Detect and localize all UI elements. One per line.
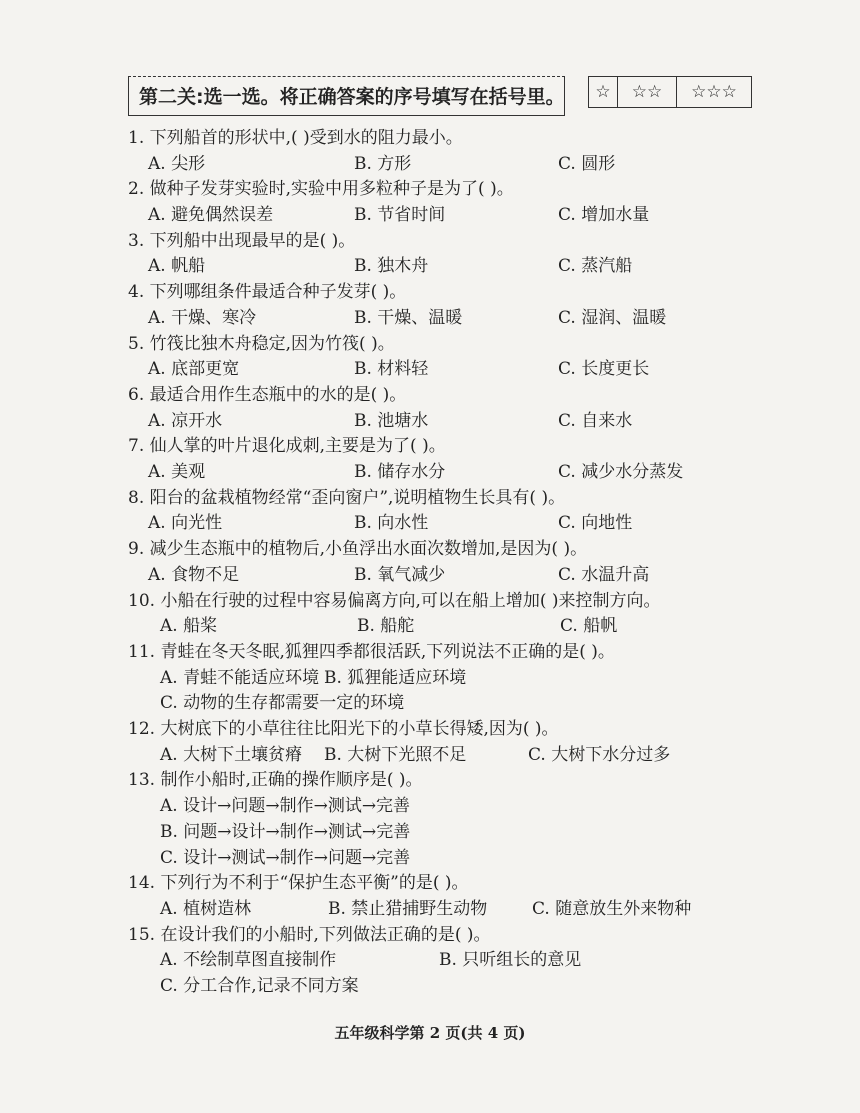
question-4: 4. 下列哪组条件最适合种子发芽( )。 <box>128 282 407 303</box>
option-b: B. 池塘水 <box>354 410 429 431</box>
question-7: 7. 仙人掌的叶片退化成刺,主要是为了( )。 <box>128 436 446 457</box>
option-c: C. 圆形 <box>558 153 616 174</box>
option-b: B. 氧气减少 <box>354 564 446 585</box>
option-a: A. 避免偶然误差 <box>148 205 274 226</box>
options-2 <box>128 203 748 229</box>
option-a: A. 帆船 <box>148 256 206 277</box>
one-star-cell: ☆ <box>589 77 618 107</box>
option-b: B. 狐狸能适应环境 <box>324 667 467 688</box>
options-7 <box>128 460 748 486</box>
option-a: A. 植树造林 <box>160 898 252 919</box>
question-12: 12. 大树底下的小草往往比阳光下的小草长得矮,因为( )。 <box>128 719 559 739</box>
option-b: B. 问题→设计→制作→测试→完善 <box>160 821 411 842</box>
options-8 <box>128 511 748 537</box>
option-a: A. 不绘制草图直接制作 <box>160 950 337 971</box>
page-footer: 五年级科学第 2 页(共 4 页) <box>334 1024 526 1042</box>
section-title: 第二关:选一选。将正确答案的序号填写在括号里。 <box>128 76 565 116</box>
option-a: A. 尖形 <box>148 153 206 174</box>
option-c: C. 减少水分蒸发 <box>558 462 684 483</box>
option-c: C. 增加水量 <box>558 205 650 226</box>
option-a: A. 干燥、寒冷 <box>148 307 257 328</box>
options-6 <box>128 409 748 435</box>
option-a: A. 青蛙不能适应环境 <box>160 667 320 688</box>
option-a: A. 大树下土壤贫瘠 <box>160 744 303 765</box>
option-a: A. 向光性 <box>148 513 223 534</box>
option-b: B. 禁止猎捕野生动物 <box>328 898 488 919</box>
options-4 <box>128 306 748 332</box>
option-b: B. 大树下光照不足 <box>324 744 467 765</box>
option-a: A. 凉开水 <box>148 410 223 431</box>
options-1 <box>128 152 748 178</box>
three-star-cell: ☆☆☆ <box>691 82 737 102</box>
question-3: 3. 下列船中出现最早的是( )。 <box>128 230 356 251</box>
option-b: B. 只听组长的意见 <box>439 950 582 971</box>
option-c: C. 水温升高 <box>558 564 650 585</box>
option-a: A. 底部更宽 <box>148 359 240 380</box>
options-15 <box>128 948 748 974</box>
options-12 <box>128 743 748 769</box>
option-a: A. 船桨 <box>160 616 218 637</box>
option-b: B. 独木舟 <box>354 256 429 277</box>
option-a: A. 美观 <box>148 462 206 483</box>
question-1: 1. 下列船首的形状中,( )受到水的阻力最小。 <box>128 128 463 148</box>
option-c: C. 设计→测试→制作→问题→完善 <box>160 847 411 868</box>
question-2: 2. 做种子发芽实验时,实验中用多粒种子是为了( )。 <box>128 179 514 200</box>
question-14: 14. 下列行为不利于“保护生态平衡”的是( )。 <box>128 873 469 894</box>
option-b: B. 节省时间 <box>354 205 446 226</box>
options-5 <box>128 357 748 383</box>
question-8: 8. 阳台的盆栽植物经常“歪向窗户”,说明植物生长具有( )。 <box>128 487 566 508</box>
question-list <box>128 126 748 1000</box>
star-rating-box <box>588 76 752 108</box>
option-b: B. 船舵 <box>357 616 415 637</box>
two-star-cell: ☆☆ <box>618 77 677 107</box>
question-6: 6. 最适合用作生态瓶中的水的是( )。 <box>128 384 407 405</box>
options-10 <box>128 614 748 640</box>
options-9 <box>128 563 748 589</box>
options-11 <box>128 666 748 692</box>
section-header <box>128 76 752 116</box>
question-11: 11. 青蛙在冬天冬眠,狐狸四季都很活跃,下列说法不正确的是( )。 <box>128 641 615 662</box>
option-c: C. 蒸汽船 <box>558 256 633 277</box>
option-c: C. 船帆 <box>560 616 618 637</box>
option-c: C. 自来水 <box>558 410 633 431</box>
option-a: A. 食物不足 <box>148 564 240 585</box>
options-14 <box>128 897 748 923</box>
option-c: C. 动物的生存都需要一定的环境 <box>160 693 405 714</box>
option-c: C. 湿润、温暖 <box>558 307 667 328</box>
option-c: C. 分工合作,记录不同方案 <box>160 975 359 996</box>
option-c: C. 长度更长 <box>558 359 650 380</box>
option-b: B. 材料轻 <box>354 359 429 380</box>
option-b: B. 向水性 <box>354 513 429 534</box>
question-15: 15. 在设计我们的小船时,下列做法正确的是( )。 <box>128 924 491 945</box>
option-a: A. 设计→问题→制作→测试→完善 <box>160 796 411 817</box>
option-c: C. 向地性 <box>558 513 633 534</box>
question-13: 13. 制作小船时,正确的操作顺序是( )。 <box>128 770 423 791</box>
option-b: B. 储存水分 <box>354 462 446 483</box>
question-10: 10. 小船在行驶的过程中容易偏离方向,可以在船上增加( )来控制方向。 <box>128 590 661 611</box>
option-c: C. 随意放生外来物种 <box>532 898 692 919</box>
option-c: C. 大树下水分过多 <box>528 744 671 765</box>
option-b: B. 干燥、温暖 <box>354 307 463 328</box>
options-3 <box>128 254 748 280</box>
question-9: 9. 减少生态瓶中的植物后,小鱼浮出水面次数增加,是因为( )。 <box>128 539 588 560</box>
question-5: 5. 竹筏比独木舟稳定,因为竹筏( )。 <box>128 333 395 354</box>
option-b: B. 方形 <box>354 153 412 174</box>
